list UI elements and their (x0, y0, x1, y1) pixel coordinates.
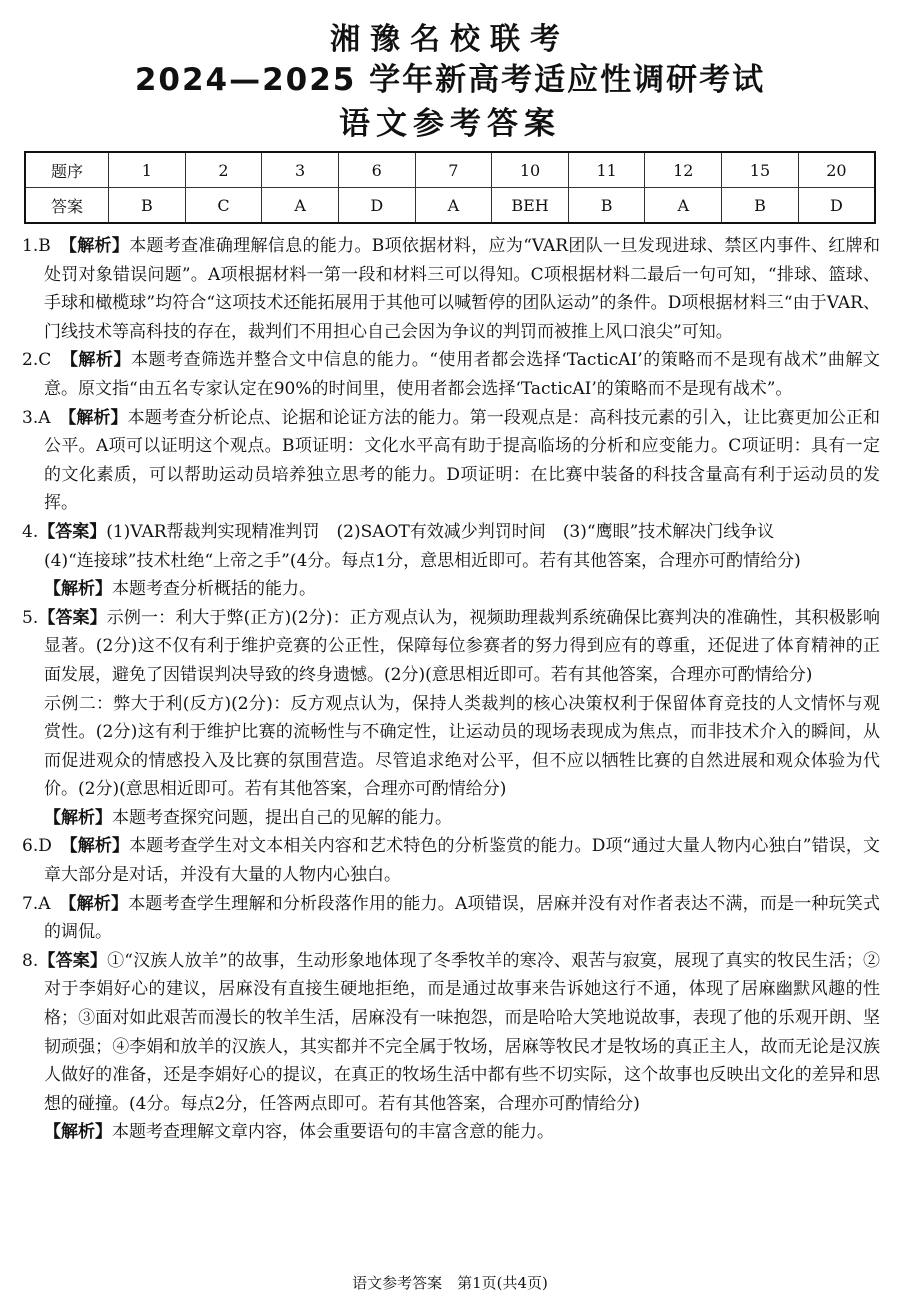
question-3-item (22, 404, 880, 518)
answer-text: ①“汉族人放羊”的故事，生动形象地体现了冬季牧羊的寒冷、艰苦与寂寞，展现了真实的牧民生活；②对于李娟好心的建议，居麻没有直接生硬地拒绝，而是通过故事来告诉她这行不通，体现了居麻幽默风趣的性格；③面对如此艰苦而漫长的牧羊生活，居麻没有一味抱怨，而是哈哈大笑地说故事，表现了他的乐观开朗、坚韧顽强；④李娟和放羊的汉族人，其实都并不完全属于牧场，居麻等牧民才是牧场的真正主人，故而无论是汉族人做好的准备，还是李娟好心的提议，在真正的牧场生活中都有些不切实际，这个故事也反映出文化的差异和思想的碰撞。(4分。每点2分，任答两点即可。若有其他答案，合理亦可酌情给分) (44, 950, 880, 1114)
question-number-cell: 6 (338, 152, 415, 188)
question-number: 3.A (22, 407, 51, 428)
answer-explanations (22, 232, 880, 1147)
analysis-tag: 【解析】 (67, 407, 128, 428)
question-number-row (25, 152, 875, 188)
answer-cell: D (338, 188, 415, 224)
analysis-text: 本题考查分析论点、论据和论证方法的能力。第一段观点是：高科技元素的引入，让比赛更加公正和公平。A项可以证明这个观点。B项证明：文化水平高有助于提高临场的分析和应变能力。C项证明：具有一定的文化素质，可以帮助运动员培养独立思考的能力。D项证明：在比赛中装备的科技含量高有利于运动员的发挥。 (44, 407, 881, 514)
answer-cell: B (109, 188, 186, 224)
answer-tag: 【答案】 (38, 521, 107, 542)
question-8-item (22, 947, 880, 1119)
answer-header: 答案 (25, 188, 109, 224)
analysis-text: 本题考查分析概括的能力。 (112, 579, 316, 600)
answer-cell: C (185, 188, 262, 224)
question-5-analysis (22, 804, 880, 833)
answer-cell: BEH (492, 188, 569, 224)
answer-cell: D (798, 188, 875, 224)
analysis-tag: 【解析】 (44, 807, 112, 828)
answer-tag: 【答案】 (38, 607, 107, 628)
answer-table (24, 151, 876, 224)
analysis-text: 本题考查学生理解和分析段落作用的能力。A项错误，居麻并没有对作者表达不满，而是一种玩笑式的调侃。 (44, 893, 881, 943)
analysis-text: 本题考查筛选并整合文中信息的能力。“使用者都会选择‘TacticAI’的策略而不是现有战术”曲解文意。原文指“由五名专家认定在90%的时间里，使用者都会选择‘TacticAI’的策略而不是现有战术”。 (44, 350, 880, 399)
question-4-analysis (22, 575, 880, 604)
question-number-cell: 10 (492, 152, 569, 188)
question-8-analysis (22, 1118, 880, 1147)
question-number-cell: 15 (722, 152, 799, 188)
question-number: 4. (22, 521, 39, 542)
answer-text: (1)VAR帮裁判实现精准判罚 (2)SAOT有效减少判罚时间 (3)“鹰眼”技术解决门线争议 (106, 521, 775, 542)
exam-name-title: 2024—2025 学年新高考适应性调研考试 (134, 62, 766, 98)
question-number: 7.A (22, 893, 51, 914)
question-number: 1.B (22, 236, 51, 256)
question-number-cell: 2 (185, 152, 262, 188)
analysis-tag: 【解析】 (68, 236, 130, 256)
question-4-item (22, 518, 880, 547)
question-number: 5. (22, 607, 39, 628)
analysis-text: 本题考查准确理解信息的能力。B项依据材料，应为“VAR团队一旦发现进球、禁区内事件、红牌和处罚对象错误问题”。A项根据材料一第一段和材料三可以得知。C项根据材料二最后一句可知，“排球、篮球、手球和橄榄球”均符合“这项技术还能拓展用于其他可以喊暂停的团队运动”的条件。D项根据材料三“由于VAR、门线技术等高科技的存在，裁判们不用担心自己会因为争议的判罚而被推上风口浪尖”可知。 (44, 236, 880, 342)
answer-cell: A (415, 188, 492, 224)
analysis-tag: 【解析】 (69, 836, 130, 857)
question-2-item (22, 346, 880, 403)
analysis-text: 本题考查理解文章内容，体会重要语句的丰富含意的能力。 (112, 1122, 554, 1143)
analysis-text: 本题考查探究问题，提出自己的见解的能力。 (112, 807, 452, 828)
document-title: 语文参考答案 (339, 106, 561, 142)
analysis-tag: 【解析】 (69, 350, 132, 371)
analysis-text: 本题考查学生对文本相关内容和艺术特色的分析鉴赏的能力。D项“通过大量人物内心独白”错误，文章大部分是对话，并没有大量的人物内心独白。 (44, 836, 880, 886)
question-number: 8. (22, 950, 39, 971)
question-5-item (22, 604, 880, 690)
question-4-answer-continued: (4)“连接球”技术杜绝“上帝之手”(4分。每点1分，意思相近即可。若有其他答案，合理亦可酌情给分) (44, 550, 801, 571)
page-footer: 语文参考答案 第1页(共4页) (352, 1274, 548, 1292)
answer-cell: A (645, 188, 722, 224)
question-number-cell: 20 (798, 152, 875, 188)
question-number-cell: 3 (262, 152, 339, 188)
question-number-cell: 11 (568, 152, 645, 188)
answer-example-2: 示例二：弊大于利(反方)(2分)：反方观点认为，保持人类裁判的核心决策权利于保留体育竞技的人文情怀与观赏性。(2分)这有利于维护比赛的流畅性与不确定性，让运动员的现场表现成为焦点，而非技术介入的瞬间，从而促进观众的情感投入及比赛的氛围营造。尽管追求绝对公平，但不应以牺牲比赛的自然进展和观众体验为代价。(2分)(意思相近即可。若有其他答案，合理亦可酌情给分) (44, 693, 880, 800)
analysis-tag: 【解析】 (44, 579, 112, 600)
answer-cell: A (262, 188, 339, 224)
analysis-tag: 【解析】 (44, 1122, 112, 1143)
analysis-tag: 【解析】 (67, 893, 129, 914)
question-number-cell: 12 (645, 152, 722, 188)
answer-tag: 【答案】 (38, 950, 108, 971)
question-1-item (22, 232, 880, 346)
question-number: 6.D (22, 836, 52, 857)
question-number-cell: 1 (109, 152, 186, 188)
question-number-cell: 7 (415, 152, 492, 188)
answer-cell: B (722, 188, 799, 224)
answer-cell: B (568, 188, 645, 224)
answer-example-1: 示例一：利大于弊(正方)(2分)：正方观点认为，视频助理裁判系统确保比赛判决的准确性，其积极影响显著。(2分)这不仅有利于维护竞赛的公正性，保障每位参赛者的努力得到应有的尊重，还促进了体育精神的正面发展，避免了因错误判决导致的终身遗憾。(2分)(意思相近即可。若有其他答案，合理亦可酌情给分) (44, 607, 881, 685)
question-number: 2.C (22, 350, 52, 371)
exam-union-title: 湘豫名校联考 (330, 22, 570, 57)
question-7-item (22, 890, 880, 947)
question-number-header: 题序 (25, 152, 109, 188)
question-6-item (22, 832, 880, 889)
answer-row (25, 188, 875, 224)
